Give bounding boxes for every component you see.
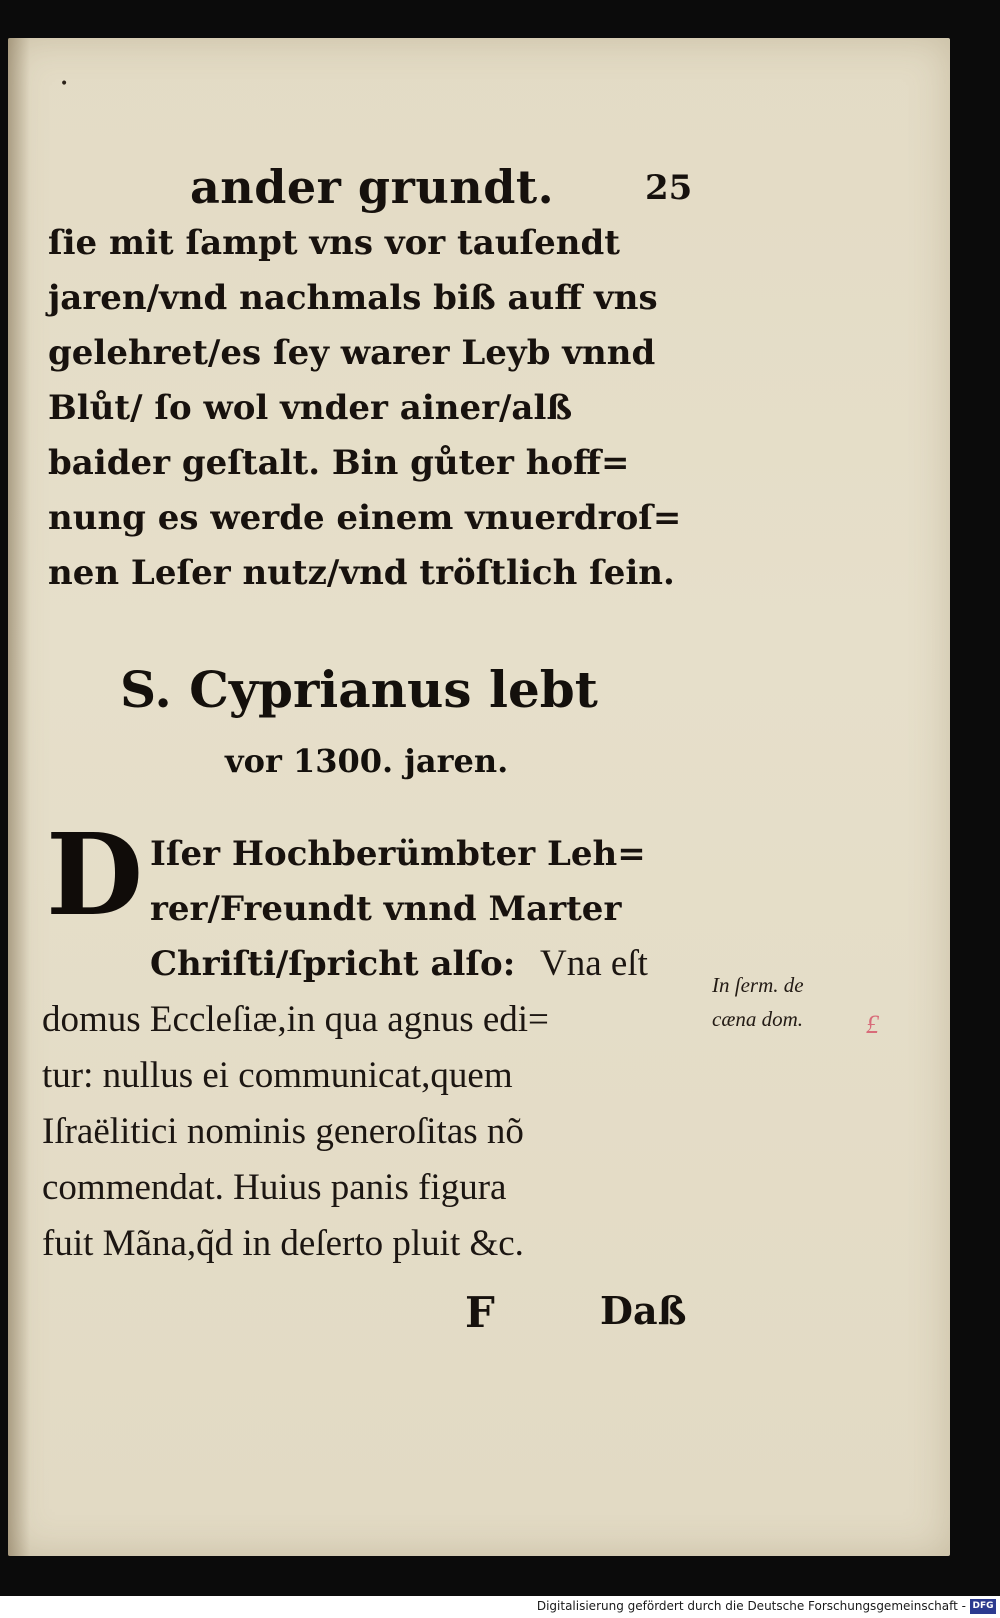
text-line: Chriſti/ſpricht alſo: [150, 944, 516, 984]
marginal-note-line: In ſerm. de [712, 973, 804, 997]
catchword: Daß [600, 1288, 687, 1333]
text-line: Blůt/ ſo wol vnder ainer/alß [48, 388, 573, 428]
page-number: 25 [645, 168, 693, 208]
text-line: gelehret/es ſey warer Leyb vnnd [48, 333, 656, 373]
text-line: rer/Freundt vnnd Marter [150, 889, 622, 929]
latin-text-line: tur: nullus ei communicat,quem [42, 1055, 513, 1096]
text-line: Iſer Hochberümbter Leh= [150, 834, 646, 874]
text-line: ſie mit ſampt vns vor tauſendt [48, 223, 620, 263]
text-line: jaren/vnd nachmals biß auff vns [48, 278, 658, 318]
page-gutter-shadow [8, 38, 30, 1556]
marginal-note-line: cæna dom. [712, 1007, 803, 1031]
latin-text-line: fuit Mãna,q̃d in deſerto pluit &c. [42, 1223, 524, 1264]
pencil-annotation: £ [866, 1010, 879, 1039]
corner-mark: • [60, 76, 69, 92]
running-head: ander grundt. [190, 160, 555, 214]
dfg-logo-icon: DFG [970, 1599, 996, 1614]
text-line: nung es werde einem vnuerdroſ= [48, 498, 682, 538]
text-line: baider geſtalt. Bin gůter hoff= [48, 443, 630, 483]
latin-text-line: Vna eſt [540, 943, 648, 984]
marginal-note [712, 968, 804, 1036]
latin-text-line: domus Eccleſiæ,in qua agnus edi= [42, 999, 549, 1040]
signature-mark: F [465, 1288, 495, 1337]
decorated-initial: D [46, 810, 144, 941]
section-subheading: vor 1300. jaren. [225, 742, 509, 780]
paragraph-intro [48, 216, 688, 601]
footer-credit: Digitalisierung gefördert durch die Deutsche Forschungsgemeinschaft - [536, 1599, 966, 1613]
text-line: nen Leſer nutz/vnd tröſtlich ſein. [48, 553, 675, 593]
latin-text-line: commendat. Huius panis figura [42, 1167, 507, 1208]
latin-text-line: Iſraëlitici nominis generoſitas nõ [42, 1111, 524, 1152]
section-heading: S. Cyprianus lebt [120, 660, 598, 719]
